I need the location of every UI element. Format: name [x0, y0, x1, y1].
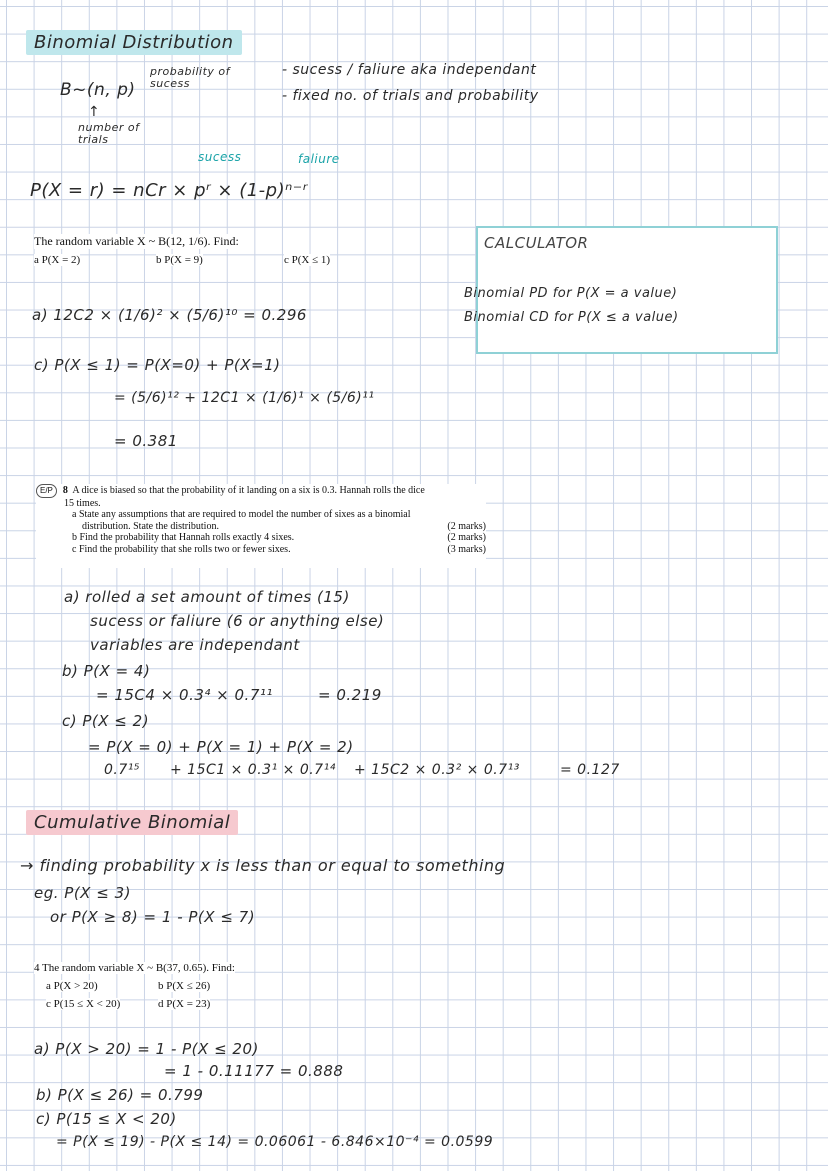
calculator-cd-line: Binomial CD for P(X ≤ a value) — [464, 310, 679, 325]
trials-annotation: number of trials — [78, 121, 140, 146]
up-arrow-icon: ↑ — [88, 104, 101, 120]
q4-answer-a-line1: a) P(X > 20) = 1 - P(X ≤ 20) — [34, 1040, 259, 1058]
q8-answer-c-term1: + 15C1 × 0.3¹ × 0.7¹⁴ — [170, 762, 336, 778]
q8-answer-a-line2: sucess or faliure (6 or anything else) — [90, 612, 385, 630]
q8-answer-c-line1: c) P(X ≤ 2) — [62, 712, 150, 730]
question8-marks-a: (2 marks) — [447, 520, 486, 532]
example1-part-b: b P(X = 9) — [156, 254, 203, 266]
q4-answer-c-line2: = P(X ≤ 19) - P(X ≤ 14) = 0.06061 - 6.846×10⁻⁴ = 0.0599 — [56, 1134, 494, 1150]
example1-answer-c-line2: = (5/6)¹² + 12C1 × (1/6)¹ × (5/6)¹¹ — [114, 390, 375, 406]
q4-answer-b: b) P(X ≤ 26) = 0.799 — [36, 1086, 204, 1104]
q8-answer-b-line1: b) P(X = 4) — [62, 662, 151, 680]
question8-part-c: c Find the probability that she rolls two or fewer sixes. — [72, 543, 291, 555]
q8-answer-c-term2: + 15C2 × 0.3² × 0.7¹³ — [354, 762, 520, 778]
example1-prompt: The random variable X ~ B(12, 1/6). Find: — [34, 234, 239, 248]
probability-annotation: probability of sucess — [150, 65, 231, 90]
question4-prompt: 4 The random variable X ~ B(37, 0.65). Find: — [34, 962, 235, 974]
question4-part-b: b P(X ≤ 26) — [158, 980, 211, 992]
question8-stem: A dice is biased so that the probability of it landing on a six is 0.3. Hannah rolls the dice — [72, 485, 425, 496]
faliure-annotation: faliure — [298, 152, 340, 166]
q8-answer-b-line3: = 0.219 — [318, 686, 382, 704]
question4-part-a: a P(X > 20) — [46, 980, 98, 992]
q4-answer-c-line1: c) P(15 ≤ X < 20) — [36, 1110, 177, 1128]
section-title-cumulative: Cumulative Binomial — [26, 810, 238, 835]
question8-part-a2: distribution. State the distribution. — [82, 520, 219, 532]
example1-answer-c-line3: = 0.381 — [114, 432, 178, 450]
question8-part-b: b Find the probability that Hannah rolls exactly 4 sixes. — [72, 532, 295, 543]
example1-answer-c-line1: c) P(X ≤ 1) = P(X=0) + P(X=1) — [34, 356, 281, 374]
question4-part-c: c P(15 ≤ X < 20) — [46, 998, 121, 1010]
calculator-pd-line: Binomial PD for P(X = a value) — [464, 286, 678, 301]
q4-answer-a-line2: = 1 - 0.11177 = 0.888 — [164, 1062, 344, 1080]
question8-part-a: a State any assumptions that are required to model the number of sixes as a binomial — [72, 509, 411, 520]
question8-marks-b: (2 marks) — [447, 532, 486, 543]
exam-practice-badge: E/P — [36, 484, 57, 498]
q8-answer-b-line2: = 15C4 × 0.3⁴ × 0.7¹¹ — [96, 686, 273, 704]
binomial-formula: P(X = r) = nCr × pʳ × (1-p)ⁿ⁻ʳ — [30, 180, 308, 201]
q8-answer-a-line1: a) rolled a set amount of times (15) — [64, 588, 350, 606]
cumulative-definition: → finding probability x is less than or equal to something — [20, 856, 506, 875]
question8-marks-c: (3 marks) — [447, 543, 486, 555]
calculator-title: CALCULATOR — [484, 234, 589, 252]
cumulative-example2: or P(X ≥ 8) = 1 - P(X ≤ 7) — [50, 908, 256, 926]
question8-block — [36, 484, 486, 568]
q8-answer-c-term0: 0.7¹⁵ — [104, 762, 140, 778]
example1-part-c: c P(X ≤ 1) — [284, 254, 331, 266]
q8-answer-c-line2: = P(X = 0) + P(X = 1) + P(X = 2) — [88, 738, 354, 756]
q8-answer-c-result: = 0.127 — [560, 762, 620, 778]
question4-part-d: d P(X = 23) — [158, 998, 211, 1010]
note-independant: - sucess / faliure aka independant — [282, 62, 537, 78]
question8-stem2: 15 times. — [64, 497, 101, 509]
question8-number: 8 — [62, 485, 68, 496]
example1-part-a: a P(X = 2) — [34, 254, 81, 266]
q8-answer-a-line3: variables are independant — [90, 636, 300, 654]
binomial-notation: B~(n, p) — [60, 80, 136, 100]
sucess-annotation: sucess — [198, 150, 242, 164]
section-title-binomial: Binomial Distribution — [26, 30, 242, 55]
example1-answer-a: a) 12C2 × (1/6)² × (5/6)¹⁰ = 0.296 — [32, 306, 307, 324]
note-fixed-trials: - fixed no. of trials and probability — [282, 88, 539, 104]
cumulative-example1: eg. P(X ≤ 3) — [34, 884, 131, 902]
